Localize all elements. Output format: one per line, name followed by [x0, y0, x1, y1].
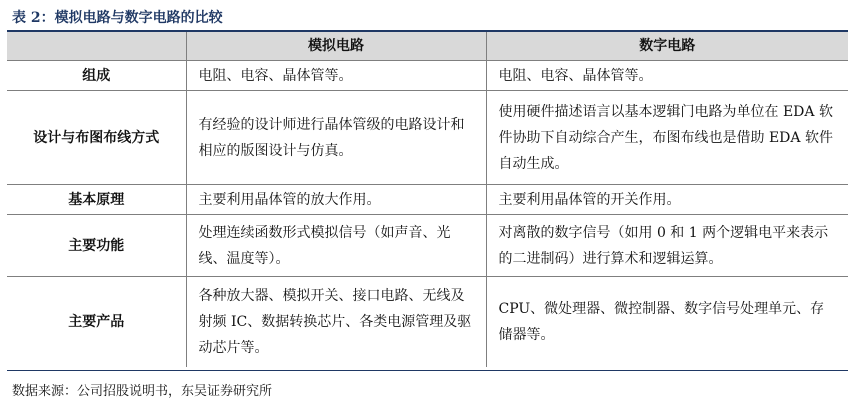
digital-cell: 主要利用晶体管的开关作用。: [486, 185, 848, 215]
analog-cell: 处理连续函数形式模拟信号（如声音、光线、温度等）。: [186, 215, 486, 277]
digital-cell: 对离散的数字信号（如用 0 和 1 两个逻辑电平来表示的二进制码）进行算术和逻辑运算。: [486, 215, 848, 277]
table-row: [7, 215, 848, 277]
row-label: 设计与布图布线方式: [7, 91, 186, 185]
row-label: 主要产品: [7, 277, 186, 367]
analog-cell: 电阻、电容、晶体管等。: [186, 61, 486, 91]
digital-cell: CPU、微处理器、微控制器、数字信号处理单元、存储器等。: [486, 277, 848, 367]
analog-cell: 有经验的设计师进行晶体管级的电路设计和相应的版图设计与仿真。: [186, 91, 486, 185]
row-label: 组成: [7, 61, 186, 91]
row-label: 基本原理: [7, 185, 186, 215]
digital-cell: 电阻、电容、晶体管等。: [486, 61, 848, 91]
source-note: 数据来源：公司招股说明书，东吴证券研究所: [12, 384, 273, 399]
analog-cell: 各种放大器、模拟开关、接口电路、无线及射频 IC、数据转换芯片、各类电源管理及驱动芯片等。: [186, 277, 486, 367]
table-row: [7, 61, 848, 91]
header-analog: 模拟电路: [186, 32, 486, 61]
table-row: [7, 185, 848, 215]
header-corner: [7, 32, 186, 61]
digital-cell: 使用硬件描述语言以基本逻辑门电路为单位在 EDA 软件协助下自动综合产生，布图布线也是借助 EDA 软件自动生成。: [486, 91, 848, 185]
header-digital: 数字电路: [486, 32, 848, 61]
row-label: 主要功能: [7, 215, 186, 277]
header-row: [7, 32, 848, 61]
bottom-rule: [7, 370, 848, 371]
comparison-table: [7, 32, 848, 367]
table-row: [7, 91, 848, 185]
table-row: [7, 277, 848, 367]
analog-cell: 主要利用晶体管的放大作用。: [186, 185, 486, 215]
table-title: 表 2：模拟电路与数字电路的比较: [12, 10, 223, 26]
